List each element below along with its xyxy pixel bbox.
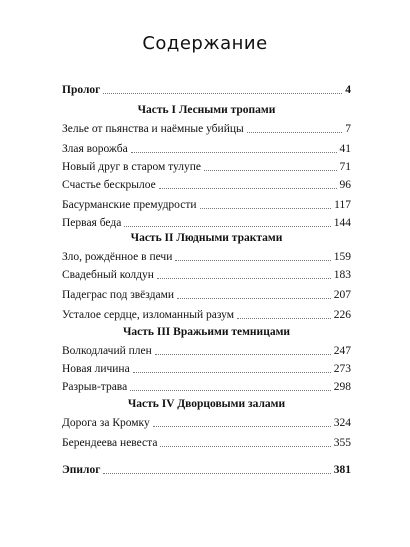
toc-part-heading: Часть I Лесными тропами	[137, 104, 276, 116]
toc-entry-label: Новая личина	[62, 363, 130, 375]
toc-part-heading: Часть II Людными трактами	[130, 232, 283, 244]
toc-entry-page: 298	[333, 381, 351, 393]
toc-entry[interactable]	[62, 342, 351, 358]
toc-entry-page: 183	[333, 269, 351, 281]
toc-entry-page: 247	[333, 345, 351, 357]
toc-entry-page: 144	[333, 217, 351, 229]
toc-entry-label: Первая беда	[62, 217, 122, 229]
toc-entry-label: Падеграс под звёздами	[62, 289, 175, 301]
toc-entry[interactable]	[62, 176, 351, 192]
toc-entry-label: Басурманские премудрости	[62, 199, 197, 211]
toc-entry[interactable]	[62, 434, 351, 450]
toc-entry-label: Зло, рождённое в печи	[62, 251, 173, 263]
toc-entry-label: Усталое сердце, изломанный разум	[62, 309, 235, 321]
dot-leader	[103, 472, 330, 474]
page-title: Содержание	[142, 33, 268, 54]
toc-part-heading: Часть IV Дворцовыми залами	[127, 398, 286, 410]
toc-entry[interactable]	[62, 81, 351, 97]
toc-entry[interactable]	[62, 196, 351, 212]
dot-leader	[175, 259, 330, 261]
toc-entry-label: Берендеева невеста	[62, 437, 158, 449]
dot-leader	[155, 353, 331, 355]
toc-entry-label: Свадебный колдун	[62, 269, 154, 281]
toc-entry[interactable]	[62, 120, 351, 136]
toc-entry-label: Счастье бескрылое	[62, 179, 156, 191]
toc-entry-label: Злая ворожба	[62, 143, 128, 155]
toc-entry[interactable]	[62, 158, 351, 174]
toc-entry[interactable]	[62, 360, 351, 376]
dot-leader	[237, 317, 331, 319]
dot-leader	[153, 425, 331, 427]
toc-entry-page: 41	[339, 143, 351, 155]
toc-entry-label: Разрыв-трава	[62, 381, 128, 393]
toc-entry[interactable]	[62, 461, 351, 477]
dot-leader	[103, 92, 342, 94]
dot-leader	[200, 207, 332, 209]
dot-leader	[159, 187, 337, 189]
toc-entry-page: 7	[345, 123, 351, 135]
toc-entry-page: 273	[333, 363, 351, 375]
dot-leader	[160, 445, 330, 447]
dot-leader	[133, 371, 331, 373]
toc-entry-page: 207	[333, 289, 351, 301]
toc-entry[interactable]	[62, 286, 351, 302]
toc-entry-page: 355	[333, 437, 351, 449]
toc-entry-label: Дорога за Кромку	[62, 417, 150, 429]
toc-part-heading: Часть III Вражьими темницами	[122, 326, 291, 338]
toc-entry[interactable]	[62, 266, 351, 282]
toc-entry-label: Пролог	[62, 84, 101, 96]
toc-entry[interactable]	[62, 214, 351, 230]
dot-leader	[247, 131, 343, 133]
toc-entry-page: 71	[339, 161, 351, 173]
dot-leader	[131, 151, 337, 153]
toc-entry-label: Волкодлачий плен	[62, 345, 152, 357]
dot-leader	[130, 389, 331, 391]
toc-entry-label: Зелье от пьянства и наёмные убийцы	[62, 123, 244, 135]
toc-entry[interactable]	[62, 140, 351, 156]
dot-leader	[177, 297, 331, 299]
toc-entry[interactable]	[62, 414, 351, 430]
toc-entry-page: 159	[333, 251, 351, 263]
toc-entry-label: Эпилог	[62, 464, 101, 476]
dot-leader	[124, 225, 330, 227]
toc-entry-page: 226	[333, 309, 351, 321]
toc-entry[interactable]	[62, 378, 351, 394]
dot-leader	[157, 277, 331, 279]
toc-entry[interactable]	[62, 248, 351, 264]
toc-entry-page: 381	[333, 464, 351, 476]
dot-leader	[204, 169, 336, 171]
toc-entry-label: Новый друг в старом тулупе	[62, 161, 202, 173]
toc-entry-page: 324	[333, 417, 351, 429]
toc-entry-page: 4	[345, 84, 351, 96]
toc-entry-page: 96	[339, 179, 351, 191]
toc-entry[interactable]	[62, 306, 351, 322]
toc-entry-page: 117	[334, 199, 351, 211]
